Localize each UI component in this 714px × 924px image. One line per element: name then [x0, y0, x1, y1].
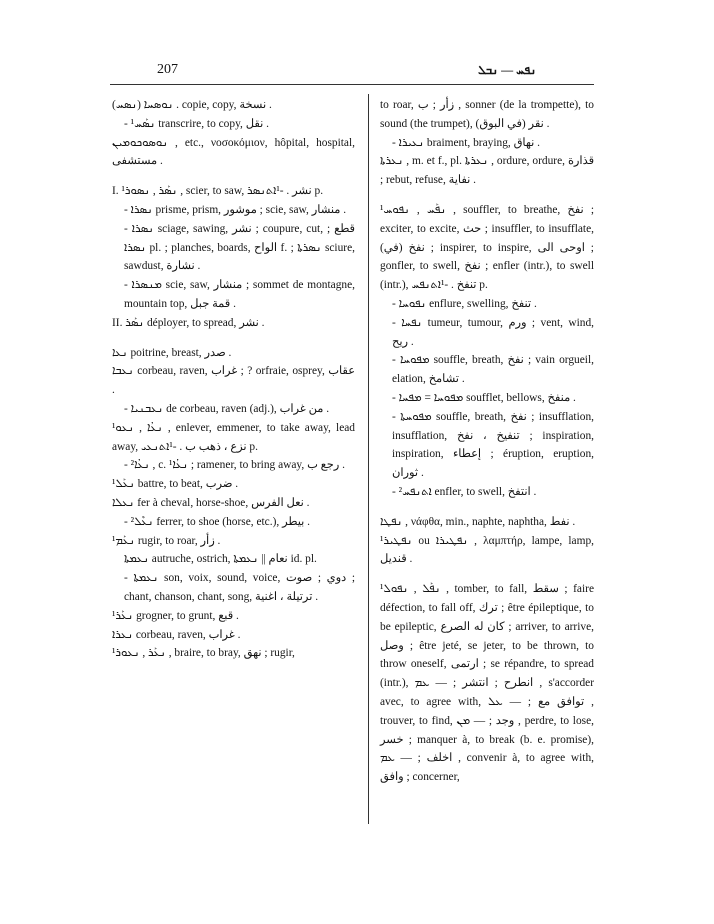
- dictionary-entry: ¹ܢܦܛܝܪ ou ܢܦܛܝܪܐ , λαμπτήρ, lampe, lamp, قنديل .: [380, 534, 594, 566]
- dictionary-entry: - ¹ܢܣܰܚ transcrire, to copy, نقل .: [124, 117, 269, 130]
- page-number: 207: [157, 62, 178, 77]
- dictionary-entry: II. ܢܣܰܪ déployer, to spread, نشر .: [112, 316, 265, 329]
- dictionary-entry: ¹ܢܦܰܚ , ܢܦܘܚ , souffler, to breathe, نفخ ; exciter, to excite, حث ; insuffler, to insufflate, نفخ (في) ; inspirer, to inspire, اوحى الى ; gonfler, to swell, نفخ ; enfler (intr.), to swell (intr.), تنفخ . -¹ܐܬܢܦܚ p.: [380, 203, 595, 292]
- header-rule: [110, 84, 594, 85]
- dictionary-entry: - ܢܥܒܢܝܐ de corbeau, raven (adj.), من غراب .: [124, 402, 330, 415]
- left-column: [112, 96, 355, 663]
- running-head: ܢܦܚ — ܢܒܠ: [478, 63, 537, 77]
- dictionary-entry: ¹ܢܥܳܐ , ܢܥܘ , enlever, emmener, to take away, lead away, نزع ، ذهب ب . -¹ܐܬܢܥܝ p.: [112, 421, 355, 453]
- dictionary-entry: - ²ܢܥܶܠ ferrer, to shoe (horse, etc.), بيطر .: [124, 515, 311, 528]
- dictionary-entry: - ܢܣܪܐ prisme, prism, موشور ; scie, saw, منشار .: [124, 203, 347, 216]
- dictionary-entry: - ܢܣܪܐ sciage, sawing, نشر ; coupure, cut, قطع ; ܢܣܪܐ pl. ; planches, boards, الواح f. ; ܢܣܪܬܐ sciure, sawdust, نشارة .: [124, 222, 355, 273]
- dictionary-entry: ܢܥܒܐ corbeau, raven, غراب ; ? orfraie, osprey, عقاب .: [112, 365, 355, 397]
- dictionary-entry: ܢܥܪܐ corbeau, raven, غراب .: [112, 628, 241, 641]
- dictionary-entry: I. ¹ܢܣܰܪ , ܢܣܘܪ , scier, to saw, نشر . -¹ܐܬܢܣܪ p.: [112, 185, 324, 198]
- dictionary-entry: ¹ܢܥܰܪ , ܢܥܘܪ , braire, to bray, نهق ; rugir,: [112, 647, 295, 660]
- dictionary-entry: ¹ܢܦܰܠ , ܢܦܘܠ , tomber, to fall, سقط ; faire défection, to fall off, ترك ; être épileptique, to be epileptic, كان له الصرع ; arriver, to arrive, وصل ; être jeté, se jeter, to be thrown, to throw oneself, ارتمى ; se répandre, to spread (intr.), انطرح ; انتشر ; — ܥܡ , s'accorder avec, to agree with, توافق مع ; — ܥܠ , trouver, to find, وجد ; — ܡܢ , perdre, to lose, خسر ; manquer à, to break (b. e. promise), اخلف ; — ܥܡ , convenir à, to agree with, وافق ; concerner,: [380, 583, 594, 784]
- dictionary-entry: ¹ܢܥܰܠ battre, to beat, ضرب .: [112, 478, 239, 491]
- dictionary-entry: - ܢܦܚܐ tumeur, tumour, ورم ; vent, wind, ريح .: [392, 316, 594, 348]
- dictionary-entry: ܢܘܣܘܟܘܡܝܢ , etc., νοσοκόμιον, hôpital, hospital, مستشفى .: [112, 136, 355, 168]
- dictionary-entry: - ܡܦܘܚܬܐ souffle, breath, نفخ ; insufflation, insufflation, تنفيخ ، نفخ ; inspiration, inspiration, إعطاء ; éruption, eruption, ثوران .: [392, 410, 594, 480]
- dictionary-entry: - ²ܢܥܳܐ , c. ¹ܢܥܳܐ ; ramener, to bring away, رجع ب .: [124, 459, 345, 472]
- dictionary-entry: - ܡܦܘܚܐ = ܡܦܚܐ soufflet, bellows, منفخ .: [392, 391, 576, 404]
- dictionary-entry: - ܢܦܘܚܐ enflure, swelling, تنفخ .: [392, 297, 537, 310]
- dictionary-entry: (ܢܣܚ) ܢܘܣܚܐ . copie, copy, نسخة .: [112, 99, 272, 111]
- dictionary-entry: - ܡܢܣܪܐ scie, saw, منشار ; sommet de montagne, mountain top, قمة جبل .: [124, 279, 355, 310]
- dictionary-entry: - ²ܐܬܢܦܚ enfler, to swell, انتفخ .: [392, 485, 537, 498]
- dictionary-entry: - ܢܥܝܪܐ braiment, braying, نهاق .: [392, 136, 541, 149]
- dictionary-entry: ܢܦܛܐ , νάφθα, min., naphte, naphtha, نفط .: [380, 515, 576, 528]
- dictionary-entry: ܢܥܠܐ fer à cheval, horse-shoe, نعل الفرس .: [112, 496, 310, 509]
- dictionary-entry: - ܢܥܡܬܐ son, voix, sound, voice, دوي ; صوت ; chant, chanson, chant, song, ترتيلة ، اغنية .: [124, 572, 355, 603]
- dictionary-entry: ܢܥܪܬܐ , m. et f., pl. ܢܥܪܬܐ , ordure, ordure, قذارة ; rebut, refuse, نفاية .: [380, 155, 595, 187]
- dictionary-entry: ܢܥܐ poitrine, breast, صدر .: [112, 346, 232, 359]
- dictionary-entry: ܢܥܡܬܐ autruche, ostrich, نعام || ܢܥܡܬܐ id. pl.: [124, 553, 317, 566]
- dictionary-entry: ¹ܢܥܰܪ grogner, to grunt, قبع .: [112, 609, 239, 622]
- dictionary-entry: - ܡܦܘܚܐ souffle, breath, نفخ ; vain orgueil, elation, تشامخ .: [392, 354, 594, 386]
- right-column: [380, 96, 594, 787]
- dictionary-entry: to roar, زأر ; ب , sonner (de la trompette), to sound (the trumpet), نقر (في البوق) .: [380, 99, 594, 130]
- dictionary-entry: ¹ܢܥܰܡ rugir, to roar, زأر .: [112, 534, 221, 547]
- column-divider: [368, 94, 369, 824]
